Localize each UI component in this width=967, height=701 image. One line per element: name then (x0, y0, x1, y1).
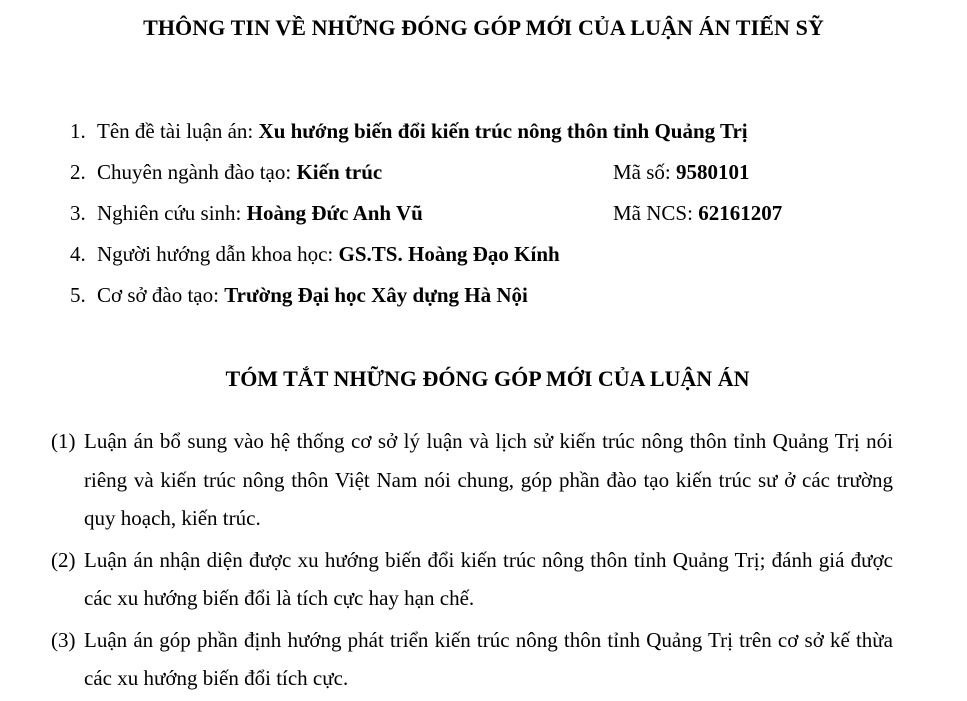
contributions-list (51, 422, 893, 701)
contribution-text: Luận án góp phần định hướng phát triển kiến trúc nông thôn tỉnh Quảng Trị trên cơ sở kế thừa các xu hướng biến đổi tích cực. (84, 627, 893, 690)
info-label: Nghiên cứu sinh: (97, 201, 247, 225)
researcher-code (613, 199, 782, 227)
contribution-number: (1) (51, 429, 76, 453)
summary-title: TÓM TẮT NHỮNG ĐÓNG GÓP MỚI CỦA LUẬN ÁN (225, 366, 750, 391)
info-label: Chuyên ngành đào tạo: (97, 160, 297, 184)
contribution-number: (3) (51, 627, 76, 652)
info-number: 1. (70, 119, 86, 143)
info-value: Trường Đại học Xây dựng Hà Nội (224, 283, 528, 307)
info-value: Kiến trúc (296, 160, 383, 184)
info-row-major (70, 158, 930, 199)
info-label: Tên đề tài luận án: (97, 119, 259, 143)
info-number: 5. (70, 283, 86, 307)
major-code-label: Mã số: (613, 160, 676, 184)
contribution-number: (2) (51, 547, 76, 572)
info-row-researcher (70, 199, 930, 240)
info-value: Xu hướng biến đổi kiến trúc nông thôn tỉnh Quảng Trị (258, 119, 748, 143)
contribution-item (51, 541, 893, 618)
major-code (613, 158, 750, 186)
researcher-code-value: 62161207 (698, 201, 783, 225)
thesis-info-list (70, 117, 930, 322)
researcher-code-label: Mã NCS: (613, 201, 699, 225)
info-label: Cơ sở đào tạo: (97, 283, 225, 307)
info-row-institution (70, 281, 930, 322)
contribution-item (51, 621, 893, 698)
info-row-supervisor (70, 240, 930, 281)
major-code-value: 9580101 (676, 160, 750, 184)
info-number: 3. (70, 201, 86, 225)
info-row-topic (70, 117, 930, 158)
info-label: Người hướng dẫn khoa học: (97, 242, 339, 266)
info-value: Hoàng Đức Anh Vũ (246, 201, 423, 225)
info-value: GS.TS. Hoàng Đạo Kính (338, 242, 560, 266)
info-number: 2. (70, 160, 86, 184)
contribution-text: Luận án bổ sung vào hệ thống cơ sở lý luận và lịch sử kiến trúc nông thôn tỉnh Quảng Trị nói riêng và kiến trúc nông thôn Việt Nam nói chung, góp phần đào tạo kiến trúc sư ở các trường quy hoạch, kiến trúc. (84, 429, 893, 530)
contribution-item (51, 422, 893, 538)
info-number: 4. (70, 242, 86, 266)
document-title: THÔNG TIN VỀ NHỮNG ĐÓNG GÓP MỚI CỦA LUẬN ÁN TIẾN SỸ (143, 15, 824, 40)
contribution-text: Luận án nhận diện được xu hướng biến đổi kiến trúc nông thôn tỉnh Quảng Trị; đánh giá được các xu hướng biến đổi là tích cực hay hạn chế. (84, 547, 893, 610)
